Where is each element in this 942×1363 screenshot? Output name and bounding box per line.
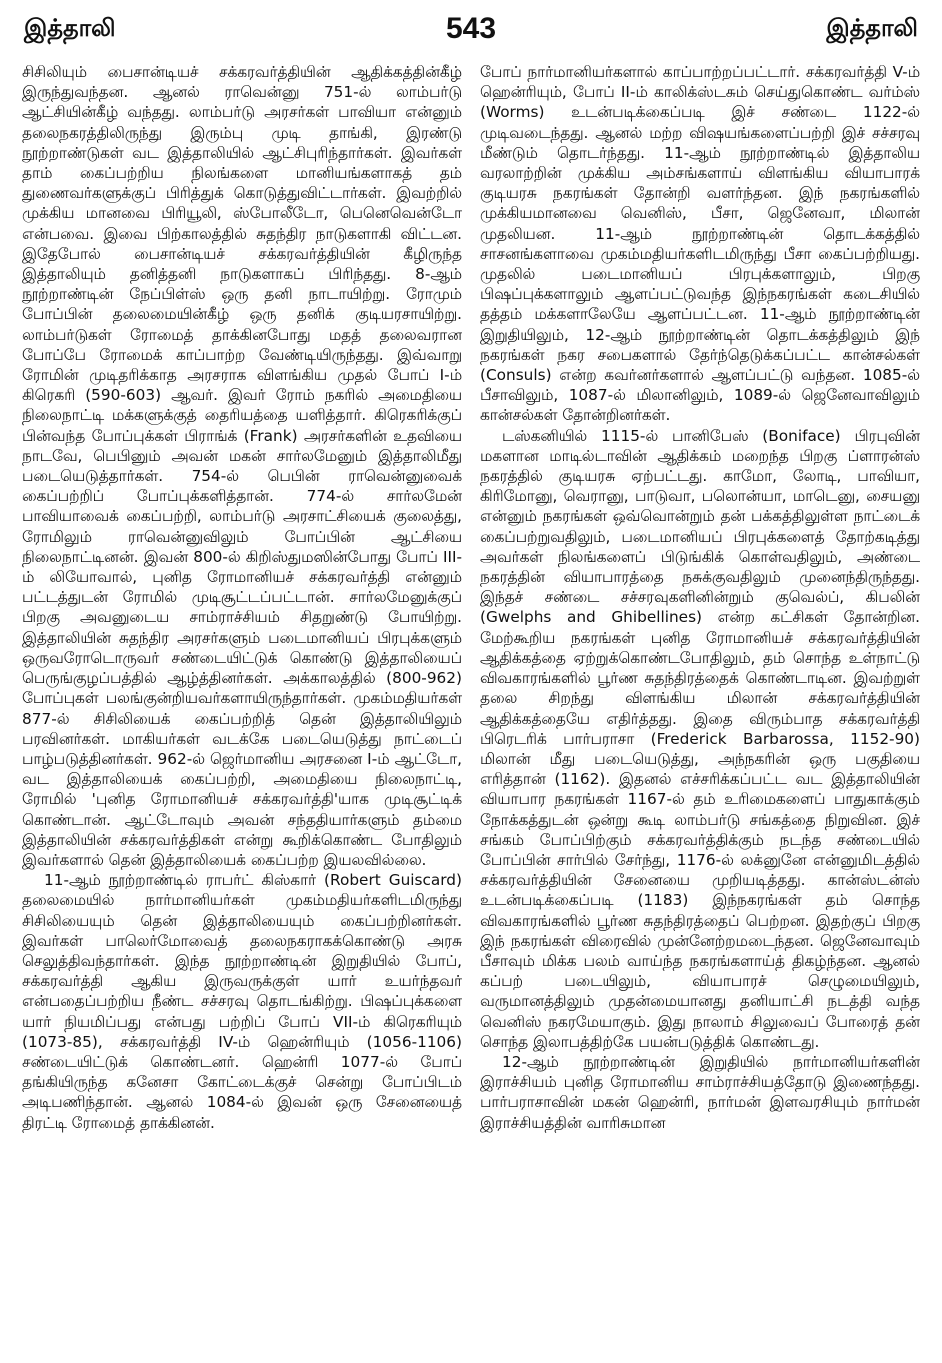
paragraph: 12-ஆம் நூற்றாண்டின் இறுதியில் நார்மானியர்களின் இராச்சியம் புனித ரோமானிய சாம்ராச்சியத்தோடு இணைந்தது. பார்பராசாவின் மகன் ஹென்ரி, நார்மன் இளவரசியும் நார்மன் இராச்சியத்தின் வாரிசுமான xyxy=(480,1052,920,1132)
running-head-left: இத்தாலி xyxy=(24,14,116,42)
right-column xyxy=(480,62,920,1352)
running-head-right: இத்தாலி xyxy=(826,14,918,42)
left-column xyxy=(22,62,462,1352)
paragraph: போப் நார்மானியர்களால் காப்பாற்றப்பட்டார். சக்கரவர்த்தி V-ம் ஹென்ரியும், போப் II-ம் காலிக்ஸ்டசும் செய்துகொண்ட வர்ம்ஸ் (Worms) உடன்படிக்கைப்படி இச் சண்டை 1122-ல் முடிவடைந்தது. ஆனல் மற்ற விஷயங்களைப்பற்றி இச் சச்சரவு மீண்டும் தொடர்ந்தது. 11-ஆம் நூற்றாண்டில் இத்தாலிய வரலாற்றின் முக்கிய அம்சங்களாய் விளங்கிய வியாபாரக் குடியரசு நகரங்கள் தோன்றி வளர்ந்தன. இந் நகரங்களில் முக்கியமானவை வெனிஸ், பீசா, ஜெனேவா, மிலான் முதலியன. 11-ஆம் நூற்றாண்டின் தொடக்கத்தில் சாசனங்களாவை முகம்மதியர்களிடமிருந்து பீசா கைப்பற்றியது. முதலில் படைமானியப் பிரபுக்களாலும், பிறகு பிஷப்புக்களாலும் ஆளப்பட்டுவந்த இந்நகரங்கள் கடைசியில் தத்தம் மக்களாலேயே ஆளப்பட்டன. 11-ஆம் நூற்றாண்டின் இறுதியிலும், 12-ஆம் நூற்றாண்டின் தொடக்கத்திலும் இந் நகரங்கள் நகர சபைகளால் தேர்ந்தெடுக்கப்பட்ட கான்சல்கள் (Consuls) என்ற கவர்னர்களால் ஆளப்பட்டு வந்தன. 1085-ல் பீசாவிலும், 1087-ல் மிலானிலும், 1089-ல் ஜெனேவாவிலும் கான்சல்கள் தோன்றினர்கள். xyxy=(480,63,920,425)
paragraph: சிசிலியும் பைசான்டியச் சக்கரவர்த்தியின் ஆதிக்கத்தின்கீழ் இருந்துவந்தன. ஆனல் ராவென்னு 751-ல் லாம்பர்டு ஆட்சியின்கீழ் வந்தது. லாம்பர்டு அரசர்கள் பாவியா என்னும் தலைநகரத்திலிருந்து இரும்பு முடி தாங்கி, இரண்டு நூற்றாண்டுகள் வட இத்தாலியில் ஆட்சிபுரிந்தார்கள். இவர்கள் தாம் கைப்பற்றிய நிலங்களை மானியங்களாகத் தம் துணைவர்களுக்குப் பிரித்துக் கொடுத்துவிட்டார்கள். இவற்றில் முக்கிய மானவை பிரியூலி, ஸ்போலீடோ, பெனெவென்டோ என்பவை. இவை பிற்காலத்தில் சுதந்திர நாடுகளாகி விட்டன. இதேபோல் பைசான்டியச் சக்கரவர்த்தியின் கீழிருந்த இத்தாலியும் தனித்தனி நாடுகளாகப் பிரிந்தது. 8-ஆம் நூற்றாண்டின் நேப்பிள்ஸ் ஒரு தனி நாடாயிற்று. ரோமும் போப்பின் தலைமையின்கீழ் ஒரு தனிக் குடியரசாயிற்று. லாம்பர்டுகள் ரோமைத் தாக்கினபோது மதத் தலைவரான போப்பே ரோமைக் காப்பாற்ற வேண்டியிருந்தது. இவ்வாறு ரோமின் முடிதரிக்காத அரசராக விளங்கிய முதல் போப் I-ம் கிரெகரி (590-603) ஆவர். இவர் ரோம் நகரில் அமைதியை நிலைநாட்டி மக்களுக்குத் தைரியத்தை யளித்தார். கிரெகரிக்குப் பின்வந்த போப்புக்கள் பிராங்க் (Frank) அரசர்களின் உதவியை நாடவே, பெபினும் அவன் மகன் சார்லமேனும் இத்தாலிமீது படையெடுத்தார்கள். 754-ல் பெபின் ராவென்னுவைக் கைப்பற்றிப் போப்புக்களித்தான். 774-ல் சார்லமேன் பாவியாவைக் கைப்பற்றி, லாம்பர்டு அரசாட்சியைக் குலைத்து, ரோமிலும் ராவென்னுவிலும் போப்பின் ஆட்சியை நிலைநாட்டினன். இவன் 800-ல் கிறிஸ்துமஸின்போது போப் III-ம் லியோவால், புனித ரோமானியச் சக்கரவர்த்தி என்னும் பட்டத்துடன் ரோமில் முடிசூட்டப்பட்டான். சார்லமேனுக்குப் பிறகு அவனுடைய சாம்ராச்சியம் சிதறுண்டு போயிற்று. இத்தாலியின் சுதந்திர அரசர்களும் படைமானியப் பிரபுக்களும் ஒருவரோடொருவர் சண்டையிட்டுக் கொண்டு இத்தாலியைப் பெருங்குழப்பத்தில் ஆழ்த்தினர்கள். அக்காலத்தில் (800-962) போப்புகள் பலங்குன்றியவர்களாயிருந்தார்கள். முகம்மதியர்கள் 877-ல் சிசிலியைக் கைப்பற்றித் தென் இத்தாலியிலும் பரவினர்கள். மாகியர்கள் வடக்கே படையெடுத்து நாட்டைப் பாழ்படுத்தினர்கள். 962-ல் ஜெர்மானிய அரசனை I-ம் ஆட்டோ, வட இத்தாலியைக் கைப்பற்றி, அமைதியை நிலைநாட்டி, ரோமில் 'புனித ரோமானியச் சக்கரவர்த்தி'யாக முடிசூட்டிக் கொண்டான். ஆட்டோவும் அவன் சந்ததியார்களும் தம்மை இத்தாலியின் சக்கரவர்த்திகள் என்று கூறிக்கொண்ட போதிலும் இவர்களால் தென் இத்தாலியைக் கைப்பற்ற இயலவில்லை. xyxy=(22,63,462,869)
page-header xyxy=(22,14,920,52)
two-column-body xyxy=(22,62,920,1352)
page-number: 543 xyxy=(445,12,497,45)
paragraph: டஸ்கனியில் 1115-ல் பானிபேஸ் (Boniface) பிரபுவின் மகளான மாடில்டாவின் ஆதிக்கம் மறைந்த பிறகு ப்ளாரன்ஸ் நகரத்தில் குடியரசு ஏற்பட்டது. காமோ, லோடி, பாவியா, கிரிமோனு, வெரானு, பாடுவா, பலொன்யா, மாடெனு, சையனு என்னும் நகரங்கள் ஒவ்வொன்றும் தன் பக்கத்திலுள்ள நாட்டைக் கைப்பற்றுவதிலும், படைமானியப் பிரபுக்களைத் தோற்கடித்து அவர்கள் நிலங்களைப் பிடுங்கிக் கொள்வதிலும், அண்டை நகரத்தின் வியாபாரத்தை நசுக்குவதிலும் முனைந்திருந்தது. இந்தச் சண்டை சச்சரவுகளினின்றும் குவெல்ப், கிபலின் (Gwelphs and Ghibellines) என்ற கட்சிகள் தோன்றின. மேற்கூறிய நகரங்கள் புனித ரோமானியச் சக்கரவர்த்தியின் ஆதிக்கத்தை ஏற்றுக்கொண்டபோதிலும், தம் சொந்த உள்நாட்டு விவகாரங்களில் பூர்ண சுதந்திரத்தைக் கொண்டாடின. இவற்றுள் தலை சிறந்து விளங்கிய மிலான் சக்கரவர்த்தியின் ஆதிக்கத்தையே எதிர்த்தது. இதை விரும்பாத சக்கரவர்த்தி பிரெடரிக் பார்பராசா (Frederick Barbarossa, 1152-90) மிலான் மீது படையெடுத்து, அந்நகரின் ஒரு பகுதியை எரித்தான் (1162). இதனல் எச்சரிக்கப்பட்ட வட இத்தாலியின் வியாபார நகரங்கள் 1167-ல் தம் உரிமைகளைப் பாதுகாக்கும் நோக்கத்துடன் ஒன்று கூடி லாம்பர்டு சங்கத்தை நிறுவின. இச் சங்கம் போப்பிற்கும் சக்கரவர்த்திக்கும் நடந்த சண்டையில் போப்பின் சார்பில் சேர்ந்து, 1176-ல் லக்னுனே என்னுமிடத்தில் சக்கரவர்த்தியின் சேனையை முறியடித்தது. கான்ஸ்டன்ஸ் உடன்படிக்கைப்படி (1183) இந்நகரங்கள் தம் சொந்த விவகாரங்களில் பூர்ண சுதந்திரத்தைப் பெற்றன. இதற்குப் பிறகு இந் நகரங்கள் விரைவில் முன்னேற்றமடைந்தன. ஜெனேவாவும் பீசாவும் மிக்க பலம் வாய்ந்த நகரங்களாய்த் திகழ்ந்தன. ஆனல் கப்பற் படையிலும், வியாபாரச் செழுமையிலும், வருமானத்திலும் முதன்மையானது தனியாட்சி நடத்தி வந்த வெனிஸ் நகரமேயாகும். இது நாலாம் சிலுவைப் போரைத் தன் சொந்த இலாபத்திற்கே பயன்படுத்திக் கொண்டது. xyxy=(480,426,920,1051)
paragraph: 11-ஆம் நூற்றாண்டில் ராபர்ட் கிஸ்கார் (Robert Guiscard) தலைமையில் நார்மானியர்கள் முகம்மதியர்களிடமிருந்து சிசிலியையும் தென் இத்தாலியையும் கைப்பற்றினர்கள். இவர்கள் பாலெர்மோவைத் தலைநகராகக்கொண்டு அரசு செலுத்திவந்தார்கள். இந்த நூற்றாண்டின் இறுதியில் போப், சக்கரவர்த்தி ஆகிய இருவருக்குள் யார் உயர்ந்தவர் என்பதைப்பற்றிய நீண்ட சச்சரவு தொடங்கிற்று. பிஷப்புக்களை யார் நியமிப்பது என்பது பற்றிப் போப் VII-ம் கிரெகரியும் (1073-85), சக்கரவர்த்தி IV-ம் ஹென்ரியும் (1056-1106) சண்டையிட்டுக் கொண்டனர். ஹென்ரி 1077-ல் போப் தங்கியிருந்த கனேசா கோட்டைக்குச் சென்று போப்பிடம் அடிபணிந்தான். ஆனல் 1084-ல் இவன் ஒரு சேனையைத் திரட்டி ரோமைத் தாக்கினன். xyxy=(22,871,462,1132)
